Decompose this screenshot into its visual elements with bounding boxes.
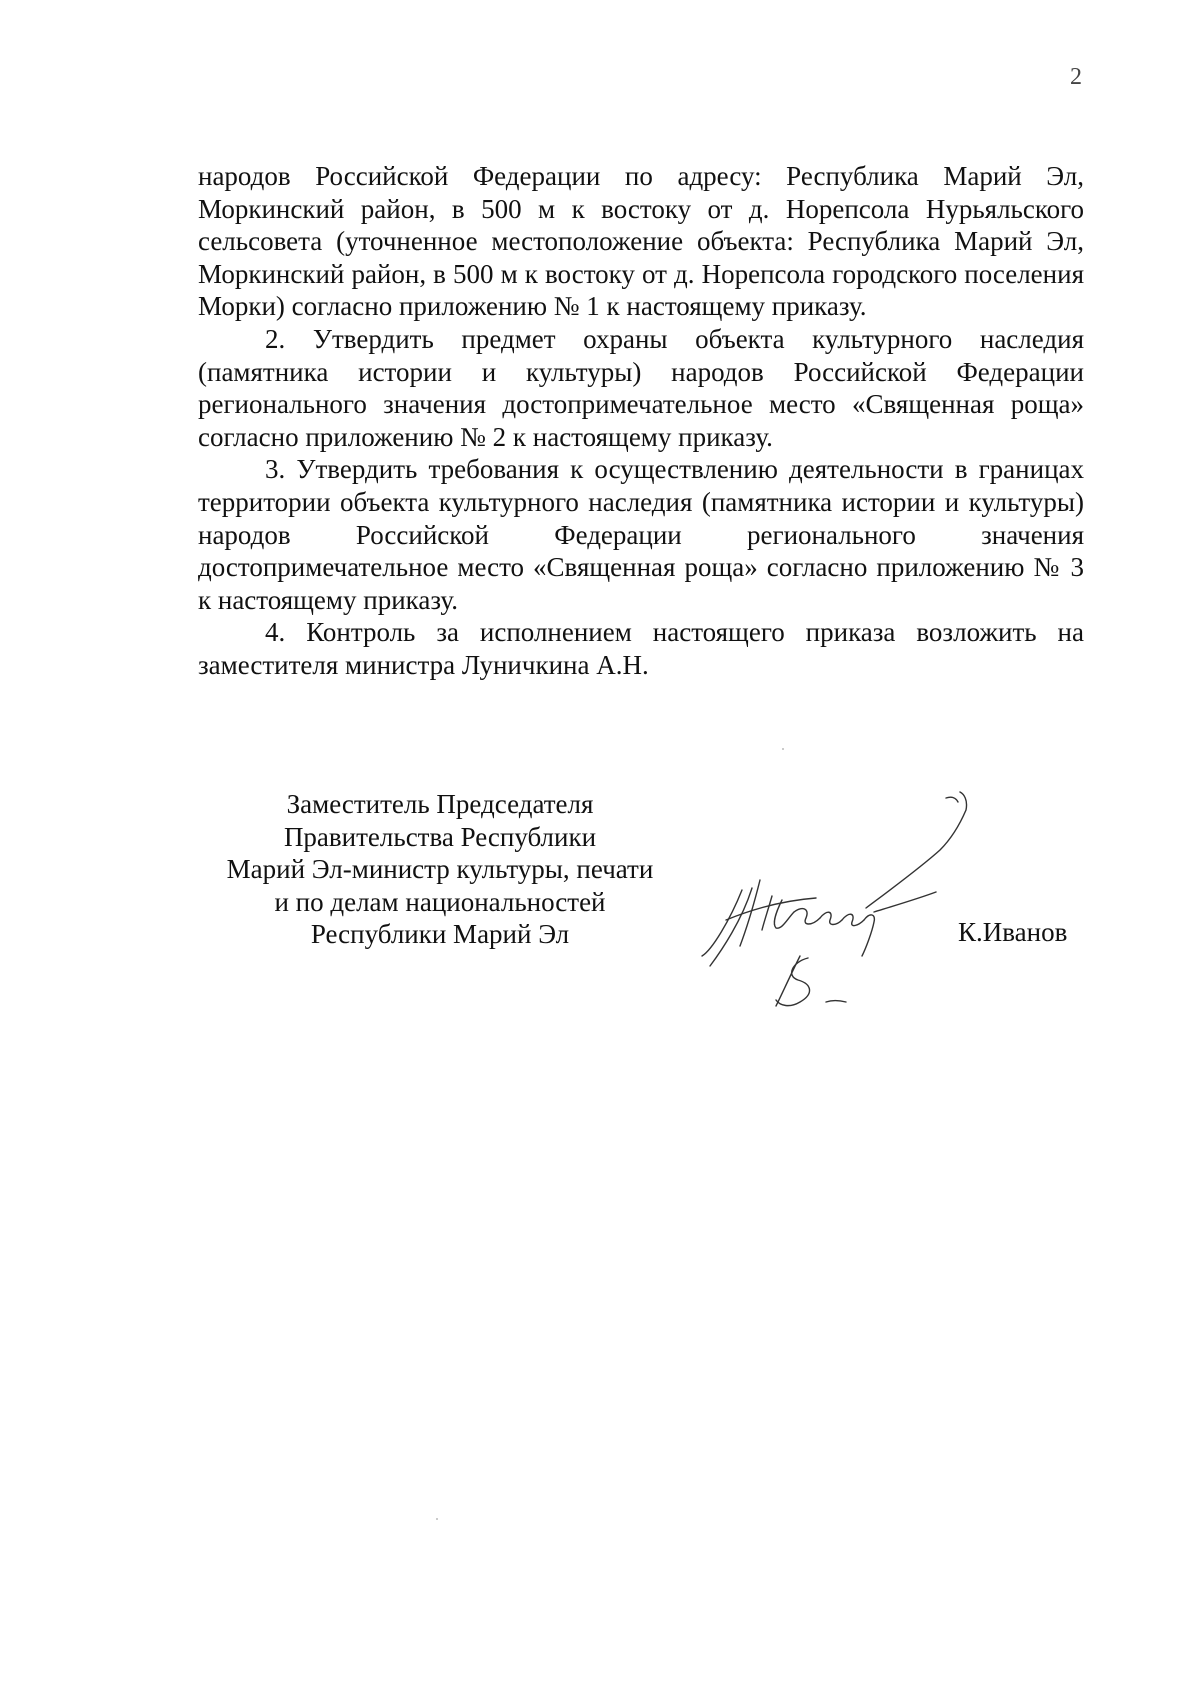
- paragraph-4: 4. Контроль за исполнением настоящего приказа возложить на заместителя министра Луничкина А.Н.: [198, 617, 1084, 680]
- signatory-title-line: Правительства Республики: [283, 821, 597, 852]
- signatory-title: [200, 788, 680, 951]
- paragraph-3: 3. Утвердить требования к осуществлению деятельности в границах территории объекта культурного наследия (памятника истории и культуры) народов Российской Федерации регионального значения достопримечательное место «Священная роща» согласно приложению № 3 к настоящему приказу.: [198, 454, 1084, 615]
- signatory-title-line: Заместитель Председателя: [286, 789, 594, 819]
- paragraph-1-continuation: народов Российской Федерации по адресу: Республика Марий Эл, Моркинский район, в 500 м к востоку от д. Норепсола Нурьяльского сельсовета (уточненное местоположение объекта: Республика Марий Эл, Моркинский район, в 500 м к востоку от д. Норепсола городского поселения Морки) согласно приложению № 1 к настоящему приказу.: [198, 161, 1084, 322]
- signatory-title-line: Марий Эл-министр культуры, печати: [226, 854, 654, 885]
- page-number: 2: [1070, 64, 1082, 90]
- handwritten-signature: [690, 780, 1050, 1020]
- scan-speck: [436, 1518, 438, 1520]
- signatory-title-line: Республики Марий Эл: [310, 919, 570, 950]
- paragraph-2: 2. Утвердить предмет охраны объекта культурного наследия (памятника истории и культуры) народов Российской Федерации регионального значения достопримечательное место «Священная роща» согласно приложению № 2 к настоящему приказу.: [198, 323, 1084, 452]
- signatory-title-line: и по делам национальностей: [274, 886, 606, 917]
- signer-name: К.Иванов: [958, 917, 1068, 947]
- document-body: [198, 160, 1084, 682]
- scan-speck: [782, 748, 784, 750]
